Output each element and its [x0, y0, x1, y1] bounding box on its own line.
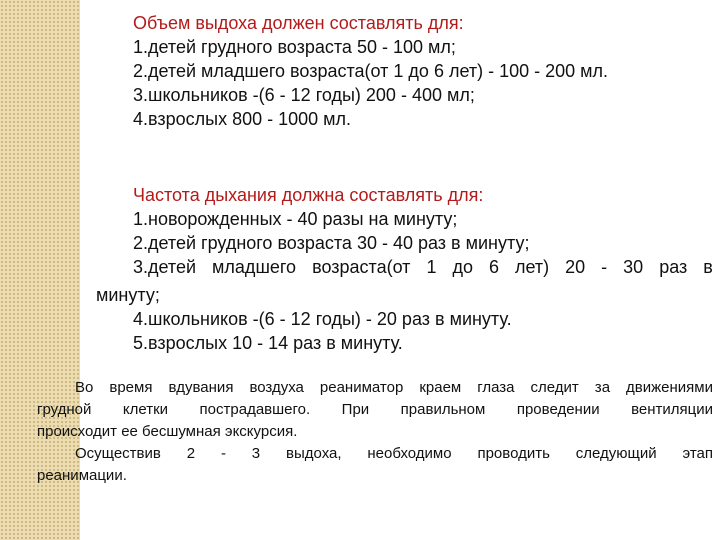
- rate-item-word: -: [601, 257, 608, 277]
- notes-section: [37, 377, 713, 487]
- rate-section-tail: [133, 307, 713, 355]
- volume-heading: Объем выдоха должен составлять для:: [133, 13, 464, 33]
- volume-item: 3.школьников -(6 - 12 годы) 200 - 400 мл;: [133, 85, 475, 105]
- rate-item: 2.детей грудного возраста 30 - 40 раз в минуту;: [133, 233, 530, 253]
- rate-item-continuation: минуту;: [96, 285, 160, 305]
- volume-section: [133, 11, 713, 131]
- rate-item-word: 3.детей: [133, 257, 197, 277]
- rate-item-word: 30: [623, 257, 644, 277]
- volume-item: 4.взрослых 800 - 1000 мл.: [133, 109, 352, 129]
- rate-item-justified: [133, 255, 713, 279]
- notes-line: [37, 377, 713, 399]
- rate-item-word: 6: [488, 257, 499, 277]
- rate-item-word: в: [703, 257, 713, 277]
- rate-item-word: раз: [659, 257, 688, 277]
- volume-item: 2.детей младшего возраста(от 1 до 6 лет) - 100 - 200 мл.: [133, 61, 609, 81]
- rate-item-word: лет): [514, 257, 550, 277]
- notes-line: грудной клетки пострадавшего. При правильном проведении вентиляции: [37, 401, 713, 418]
- notes-line: реанимации.: [37, 467, 127, 484]
- rate-item: 1.новорожденных - 40 разы на минуту;: [133, 209, 458, 229]
- rate-item-word: 20: [565, 257, 586, 277]
- notes-line: происходит ее бесшумная экскурсия.: [37, 423, 298, 440]
- volume-item: 1.детей грудного возраста 50 - 100 мл;: [133, 37, 456, 57]
- rate-item: 4.школьников -(6 - 12 годы) - 20 раз в минуту.: [133, 309, 512, 329]
- notes-text: Во время вдувания воздуха реаниматор краем глаза следит за движениями: [75, 379, 713, 396]
- rate-section: [133, 183, 713, 279]
- rate-item-word: младшего: [212, 257, 297, 277]
- rate-heading: Частота дыхания должна составлять для:: [133, 185, 484, 205]
- rate-item: 5.взрослых 10 - 14 раз в минуту.: [133, 333, 403, 353]
- rate-item-word: до: [452, 257, 473, 277]
- rate-item-word: возраста(от: [312, 257, 411, 277]
- rate-item-word: 1: [426, 257, 437, 277]
- notes-line: Осуществив 2 - 3 выдоха, необходимо проводить следующий этап: [75, 445, 713, 462]
